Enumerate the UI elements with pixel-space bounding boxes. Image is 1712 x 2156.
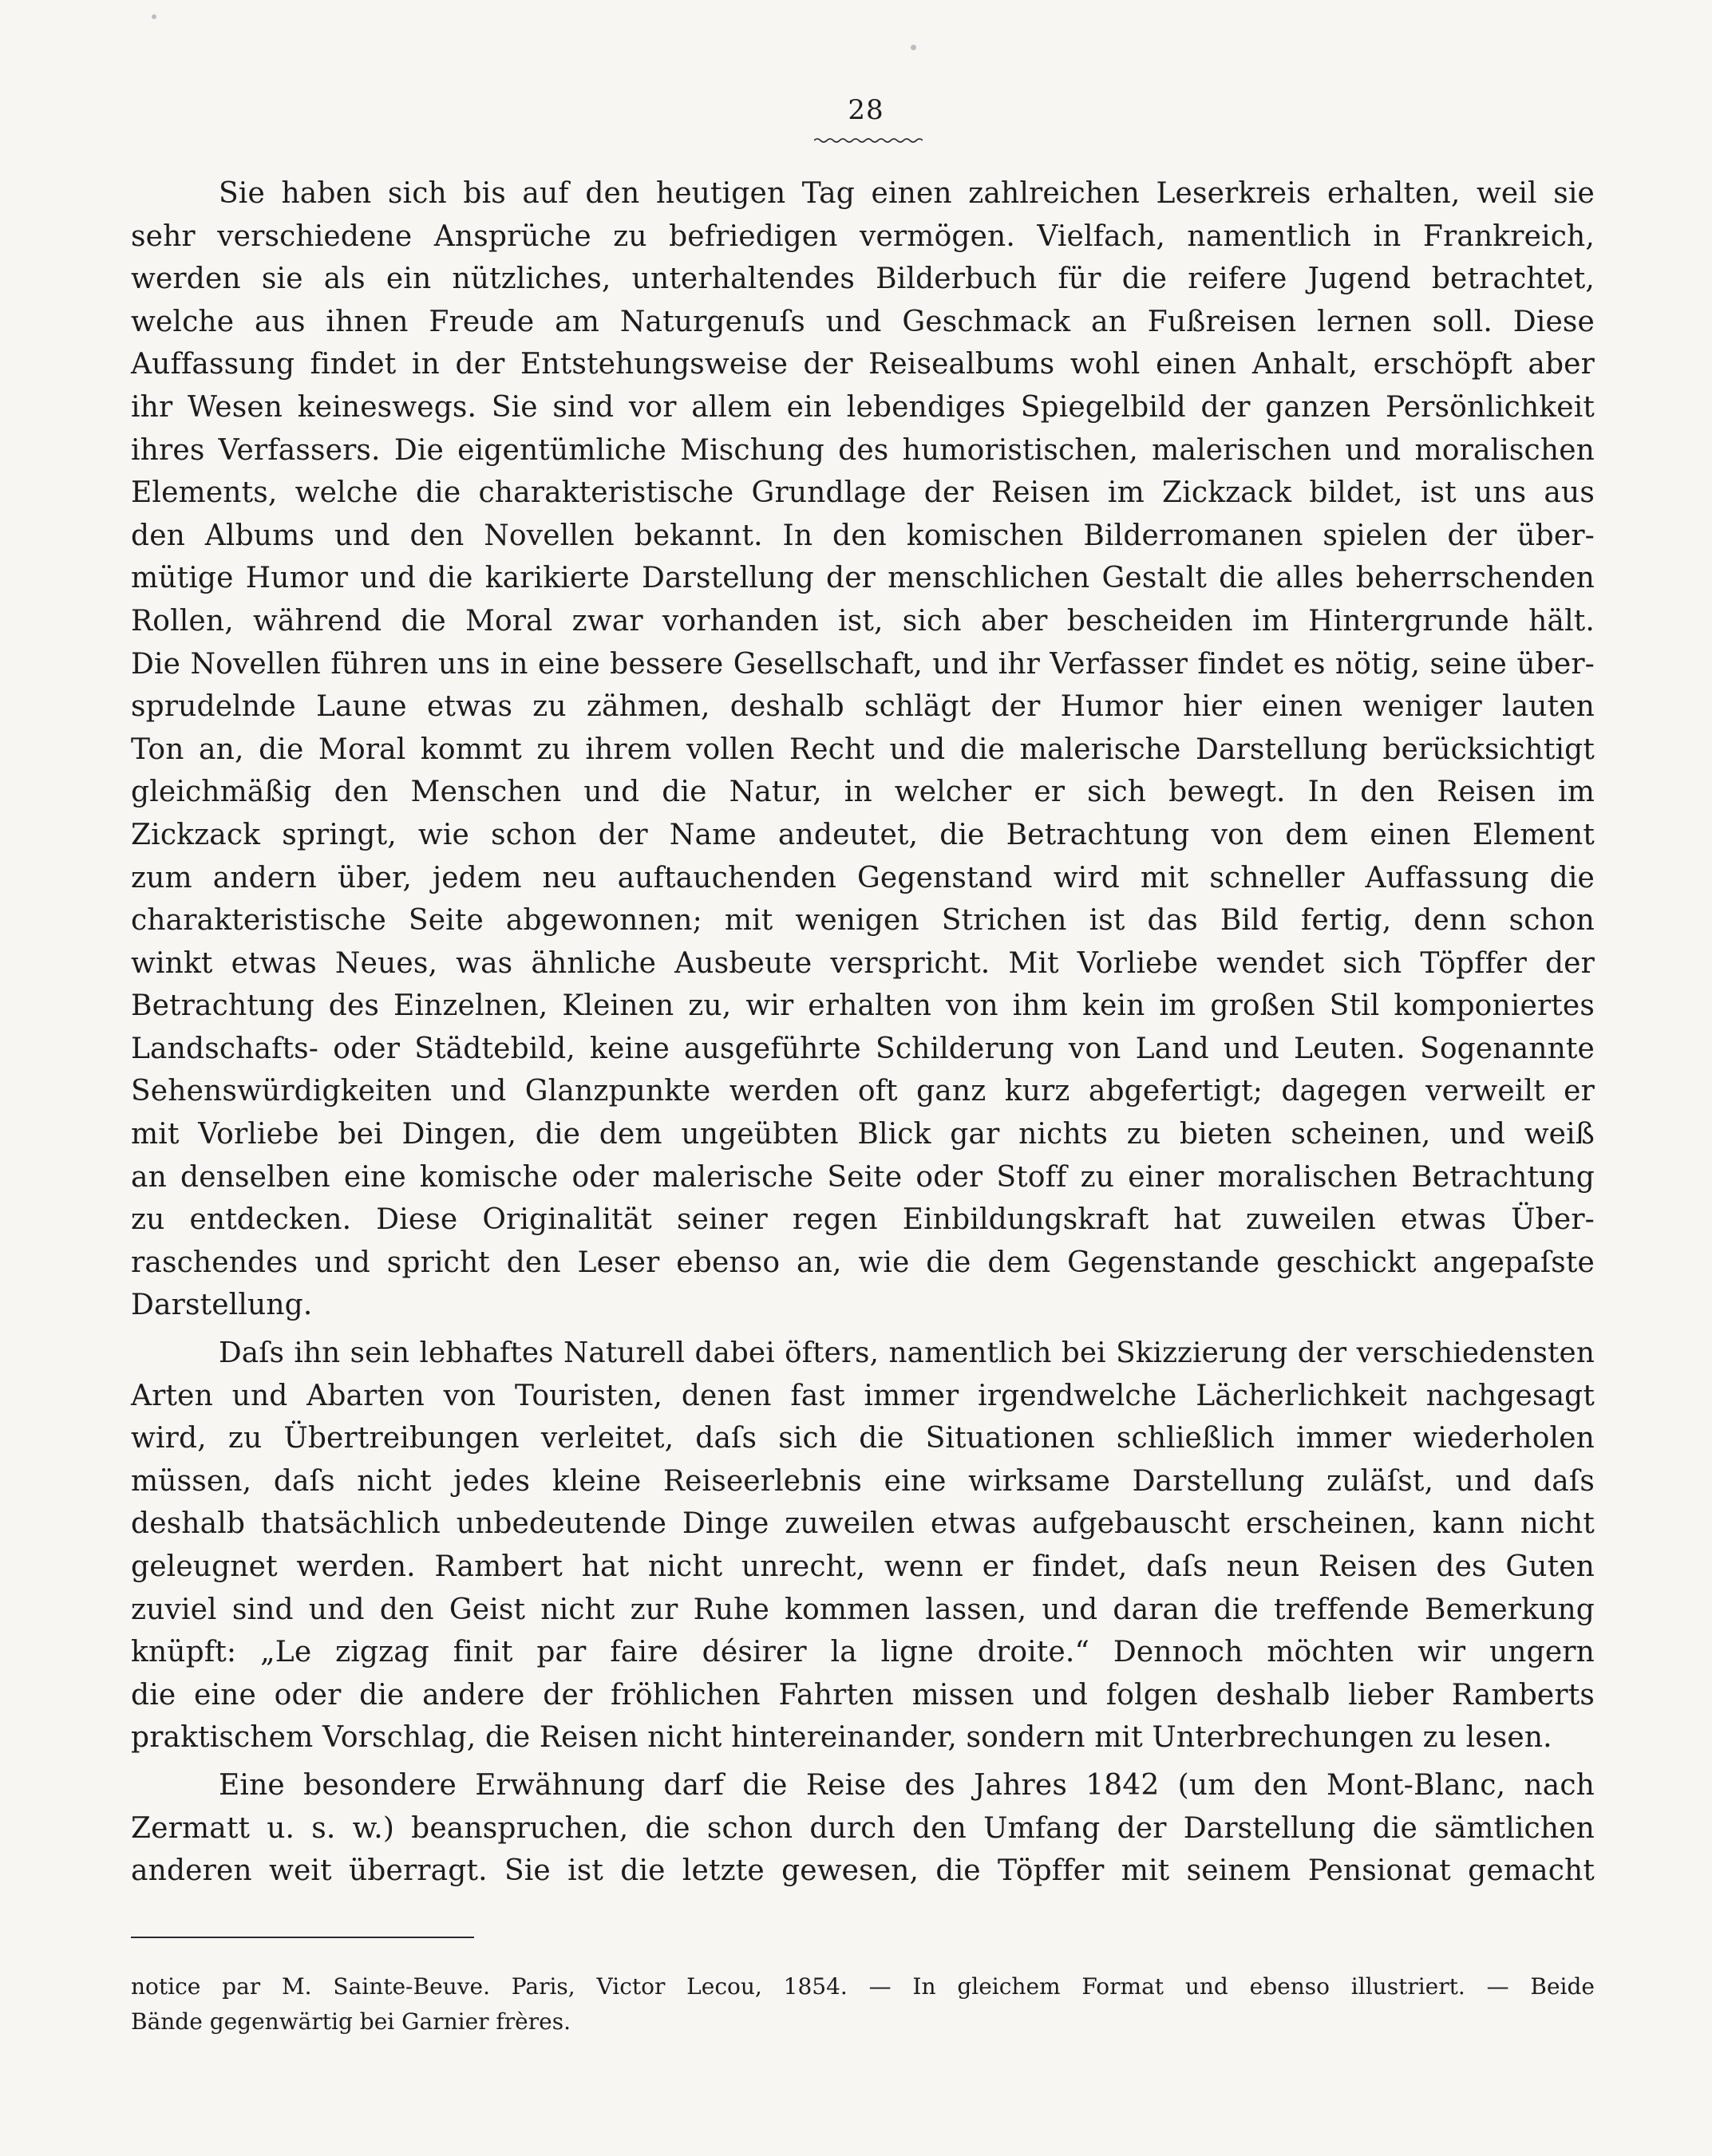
text-line: Auffassung findet in der Entstehungsweise der Reisealbums wohl einen Anhalt, erschöpft aber — [131, 348, 1595, 381]
scan-speck — [911, 45, 916, 50]
text-line: wird, zu Übertreibungen verleitet, daſs sich die Situationen schließlich immer wiederholen — [131, 1422, 1595, 1455]
text-line: den Albums und den Novellen bekannt. In den komischen Bilderromanen spielen der über- — [131, 519, 1595, 552]
scan-speck — [152, 14, 156, 19]
text-line: ihr Wesen keineswegs. Sie sind vor allem ein lebendiges Spiegelbild der ganzen Persönlichkeit — [131, 390, 1595, 424]
text-line: Landschafts- oder Städtebild, keine ausgeführte Schilderung von Land und Leuten. Sogenannte — [131, 1032, 1595, 1065]
text-line: mit Vorliebe bei Dingen, die dem ungeübten Blick gar nichts zu bieten scheinen, und weiß — [131, 1118, 1595, 1151]
text-line: Sehenswürdigkeiten und Glanzpunkte werden oft ganz kurz abgefertigt; dagegen verweilt er — [131, 1075, 1595, 1108]
text-line: Sie haben sich bis auf den heutigen Tag einen zahlreichen Leserkreis erhalten, weil sie — [219, 177, 1595, 210]
text-line: raschendes und spricht den Leser ebenso an, wie die dem Gegenstande geschickt angepaſste — [131, 1246, 1595, 1279]
paragraph-3 — [131, 1764, 1595, 1893]
text-line: mütige Humor und die karikierte Darstellung der menschlichen Gestalt die alles beherrschenden — [131, 562, 1595, 595]
text-line: an denselben eine komische oder malerische Seite oder Stoff zu einer moralischen Betrachtung — [131, 1160, 1595, 1194]
text-line: sehr verschiedene Ansprüche zu befriedigen vermögen. Vielfach, namentlich in Frankreich, — [131, 219, 1595, 253]
text-line: zum andern über, jedem neu auftauchenden Gegenstand wird mit schneller Auffassung die — [131, 861, 1595, 894]
text-line: Elements, welche die charakteristische Grundlage der Reisen im Zickzack bildet, ist uns aus — [131, 476, 1595, 510]
footnote-divider — [131, 1937, 474, 1938]
text-line: die eine oder die andere der fröhlichen Fahrten missen und folgen deshalb lieber Ramberts — [131, 1678, 1595, 1712]
text-line: Darstellung. — [131, 1289, 313, 1322]
body-text — [131, 172, 1595, 1893]
text-line: knüpft: „Le zigzag finit par faire désirer la ligne droite.“ Dennoch möchten wir ungern — [131, 1636, 1595, 1669]
text-line: deshalb thatsächlich unbedeutende Dinge zuweilen etwas aufgebauscht erscheinen, kann nicht — [131, 1507, 1595, 1541]
text-line: gleichmäßig den Menschen und die Natur, in welcher er sich bewegt. In den Reisen im — [131, 776, 1595, 809]
footnote-line: notice par M. Sainte-Beuve. Paris, Victor Lecou, 1854. — In gleichem Format und ebenso illustriert. — Beide — [131, 1973, 1595, 2000]
footnote-line: Bände gegenwärtig bei Garnier frères. — [131, 2008, 571, 2035]
paragraph-1 — [131, 172, 1595, 1327]
text-line: winkt etwas Neues, was ähnliche Ausbeute verspricht. Mit Vorliebe wendet sich Töpffer der — [131, 946, 1595, 980]
text-line: Zermatt u. s. w.) beanspruchen, die schon durch den Umfang der Darstellung die sämtlichen — [131, 1811, 1595, 1845]
text-line: zuviel sind und den Geist nicht zur Ruhe kommen lassen, und daran die treffende Bemerkung — [131, 1593, 1595, 1626]
text-line: sprudelnde Laune etwas zu zähmen, deshalb schlägt der Humor hier einen weniger lauten — [131, 690, 1595, 724]
text-line: Arten und Abarten von Touristen, denen fast immer irgendwelche Lächerlichkeit nachgesagt — [131, 1379, 1595, 1412]
text-line: werden sie als ein nützliches, unterhaltendes Bilderbuch für die reifere Jugend betrachtet, — [131, 263, 1595, 296]
text-line: praktischem Vorschlag, die Reisen nicht hintereinander, sondern mit Unterbrechungen zu lesen. — [131, 1721, 1552, 1755]
text-line: Daſs ihn sein lebhaftes Naturell dabei öfters, namentlich bei Skizzierung der verschiedensten — [219, 1337, 1595, 1370]
paragraph-2 — [131, 1332, 1595, 1759]
page-number-ornament — [814, 137, 923, 144]
text-line: zu entdecken. Diese Originalität seiner regen Einbildungskraft hat zuweilen etwas Über- — [131, 1203, 1595, 1237]
text-line: müssen, daſs nicht jedes kleine Reiseerlebnis eine wirksame Darstellung zuläſst, und daſs — [131, 1464, 1595, 1498]
text-line: geleugnet werden. Rambert hat nicht unrecht, wenn er findet, daſs neun Reisen des Guten — [131, 1550, 1595, 1583]
text-line: welche aus ihnen Freude am Naturgenuſs und Geschmack an Fußreisen lernen soll. Diese — [131, 305, 1595, 338]
text-line: Zickzack springt, wie schon der Name andeutet, die Betrachtung von dem einen Element — [131, 818, 1595, 851]
text-line: Rollen, während die Moral zwar vorhanden ist, sich aber bescheiden im Hintergrunde hält. — [131, 604, 1595, 638]
text-line: charakteristische Seite abgewonnen; mit wenigen Strichen ist das Bild fertig, denn schon — [131, 904, 1595, 938]
footnote — [131, 1969, 1595, 2040]
page-number: 28 — [848, 94, 884, 126]
text-line: anderen weit überragt. Sie ist die letzte gewesen, die Töpffer mit seinem Pensionat gemacht — [131, 1854, 1595, 1888]
text-line: Die Novellen führen uns in eine bessere Gesellschaft, und ihr Verfasser findet es nötig, seine über- — [131, 647, 1595, 681]
text-line: Eine besondere Erwähnung darf die Reise des Jahres 1842 (um den Mont-Blanc, nach — [219, 1768, 1595, 1802]
text-line: Ton an, die Moral kommt zu ihrem vollen Recht und die malerische Darstellung berücksichtigt — [131, 732, 1595, 766]
text-line: Betrachtung des Einzelnen, Kleinen zu, wir erhalten von ihm kein im großen Stil komponiertes — [131, 989, 1595, 1023]
text-line: ihres Verfassers. Die eigentümliche Mischung des humoristischen, malerischen und moralischen — [131, 433, 1595, 467]
